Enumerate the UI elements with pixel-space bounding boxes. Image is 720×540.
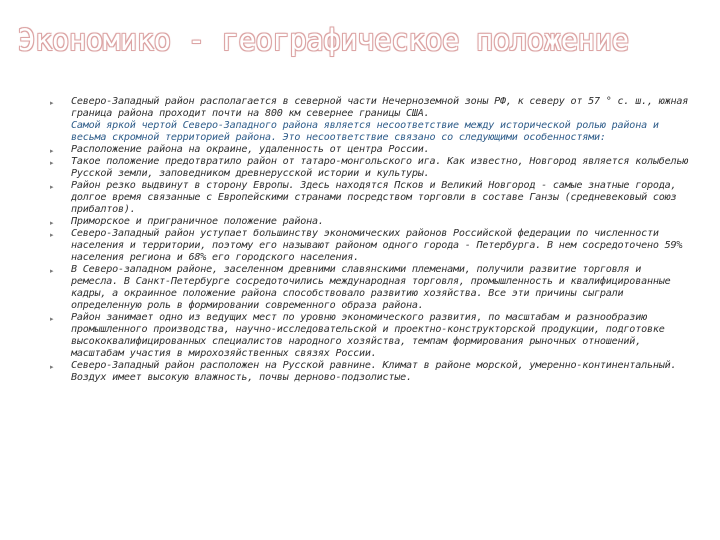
bullet-arrow-icon: ▸ [50, 147, 54, 155]
list-item-text: Расположение района на окраине, удаленность от центра России. [71, 144, 430, 155]
list-item-text: Район занимает одно из ведущих мест по уровню экономического развития, по масштабам и разнообразию промышленного производства, научно-исследовательской и проектно-конструкторской продукции, подготовке высококвалифицированных специалистов народного хозяйства, темпам формирования рыночных отношений, масштабам участия в мирохозяйственных связях России. [71, 312, 665, 359]
slide-title: Экономико - географическое положение [18, 23, 629, 57]
bullet-arrow-icon: ▸ [50, 159, 54, 167]
list-item-text: Такое положение предотвратило район от татаро-монгольского ига. Как известно, Новгород является колыбелью Русской земли, заповедником древнерусской истории и культуры. [71, 156, 689, 179]
list-item [50, 360, 690, 384]
list-item-text: Район резко выдвинут в сторону Европы. Здесь находятся Псков и Великий Новгород - самые знатные города, долгое время связанные с Европейскими странами посредством торговли в составе Ганзы (средневековый союз прибалтов). [71, 180, 677, 215]
list-item [50, 96, 690, 120]
bullet-arrow-icon: ▸ [50, 219, 54, 227]
list-item-text: Северо-Западный район расположен на Русской равнине. Климат в районе морской, умеренно-континентальный. Воздух имеет высокую влажность, почвы дерново-подзолистые. [71, 360, 677, 383]
list-item-text: Северо-Западный район уступает большинству экономических районов Российской федерации по численности населения и территории, поэтому его называют районом одного города - Петербурга. В нем сосредоточено 59% населения региона и 68% его городского населения. [71, 228, 683, 263]
bullet-arrow-icon: ▸ [50, 99, 54, 107]
highlighted-note-text: Самой яркой чертой Северо-Западного района является несоответствие между исторической ролью района и весьма скромной территорией района. Это несоответствие связано со следующими особенностями: [71, 120, 659, 143]
list-item [50, 144, 690, 156]
list-item [50, 264, 690, 312]
list-item [50, 180, 690, 216]
list-item-text: Приморское и приграничное положение района. [71, 216, 324, 227]
bullet-arrow-icon: ▸ [50, 363, 54, 371]
bullet-arrow-icon: ▸ [50, 183, 54, 191]
list-item [50, 156, 690, 180]
list-item [50, 228, 690, 264]
list-item [50, 312, 690, 360]
list-item-text: Северо-Западный район располагается в северной части Нечерноземной зоны РФ, к северу от 57 ° с. ш., южная граница района проходит почти на 800 км севернее границы США. [71, 96, 689, 119]
bullet-arrow-icon: ▸ [50, 267, 54, 275]
list-item [50, 216, 690, 228]
bullet-list [50, 96, 690, 384]
bullet-arrow-icon: ▸ [50, 315, 54, 323]
bullet-arrow-icon: ▸ [50, 231, 54, 239]
list-item-note [50, 120, 690, 144]
list-item-text: В Северо-западном районе, заселенном древними славянскими племенами, получили развитие торговля и ремесла. В Санкт-Петербурге сосредоточились международная торговля, промышленность и квалифицированные кадры, а окраинное положение района способствовало развитию хозяйства. Все эти причины сыграли определенную роль в формировании современного образа района. [71, 264, 671, 311]
